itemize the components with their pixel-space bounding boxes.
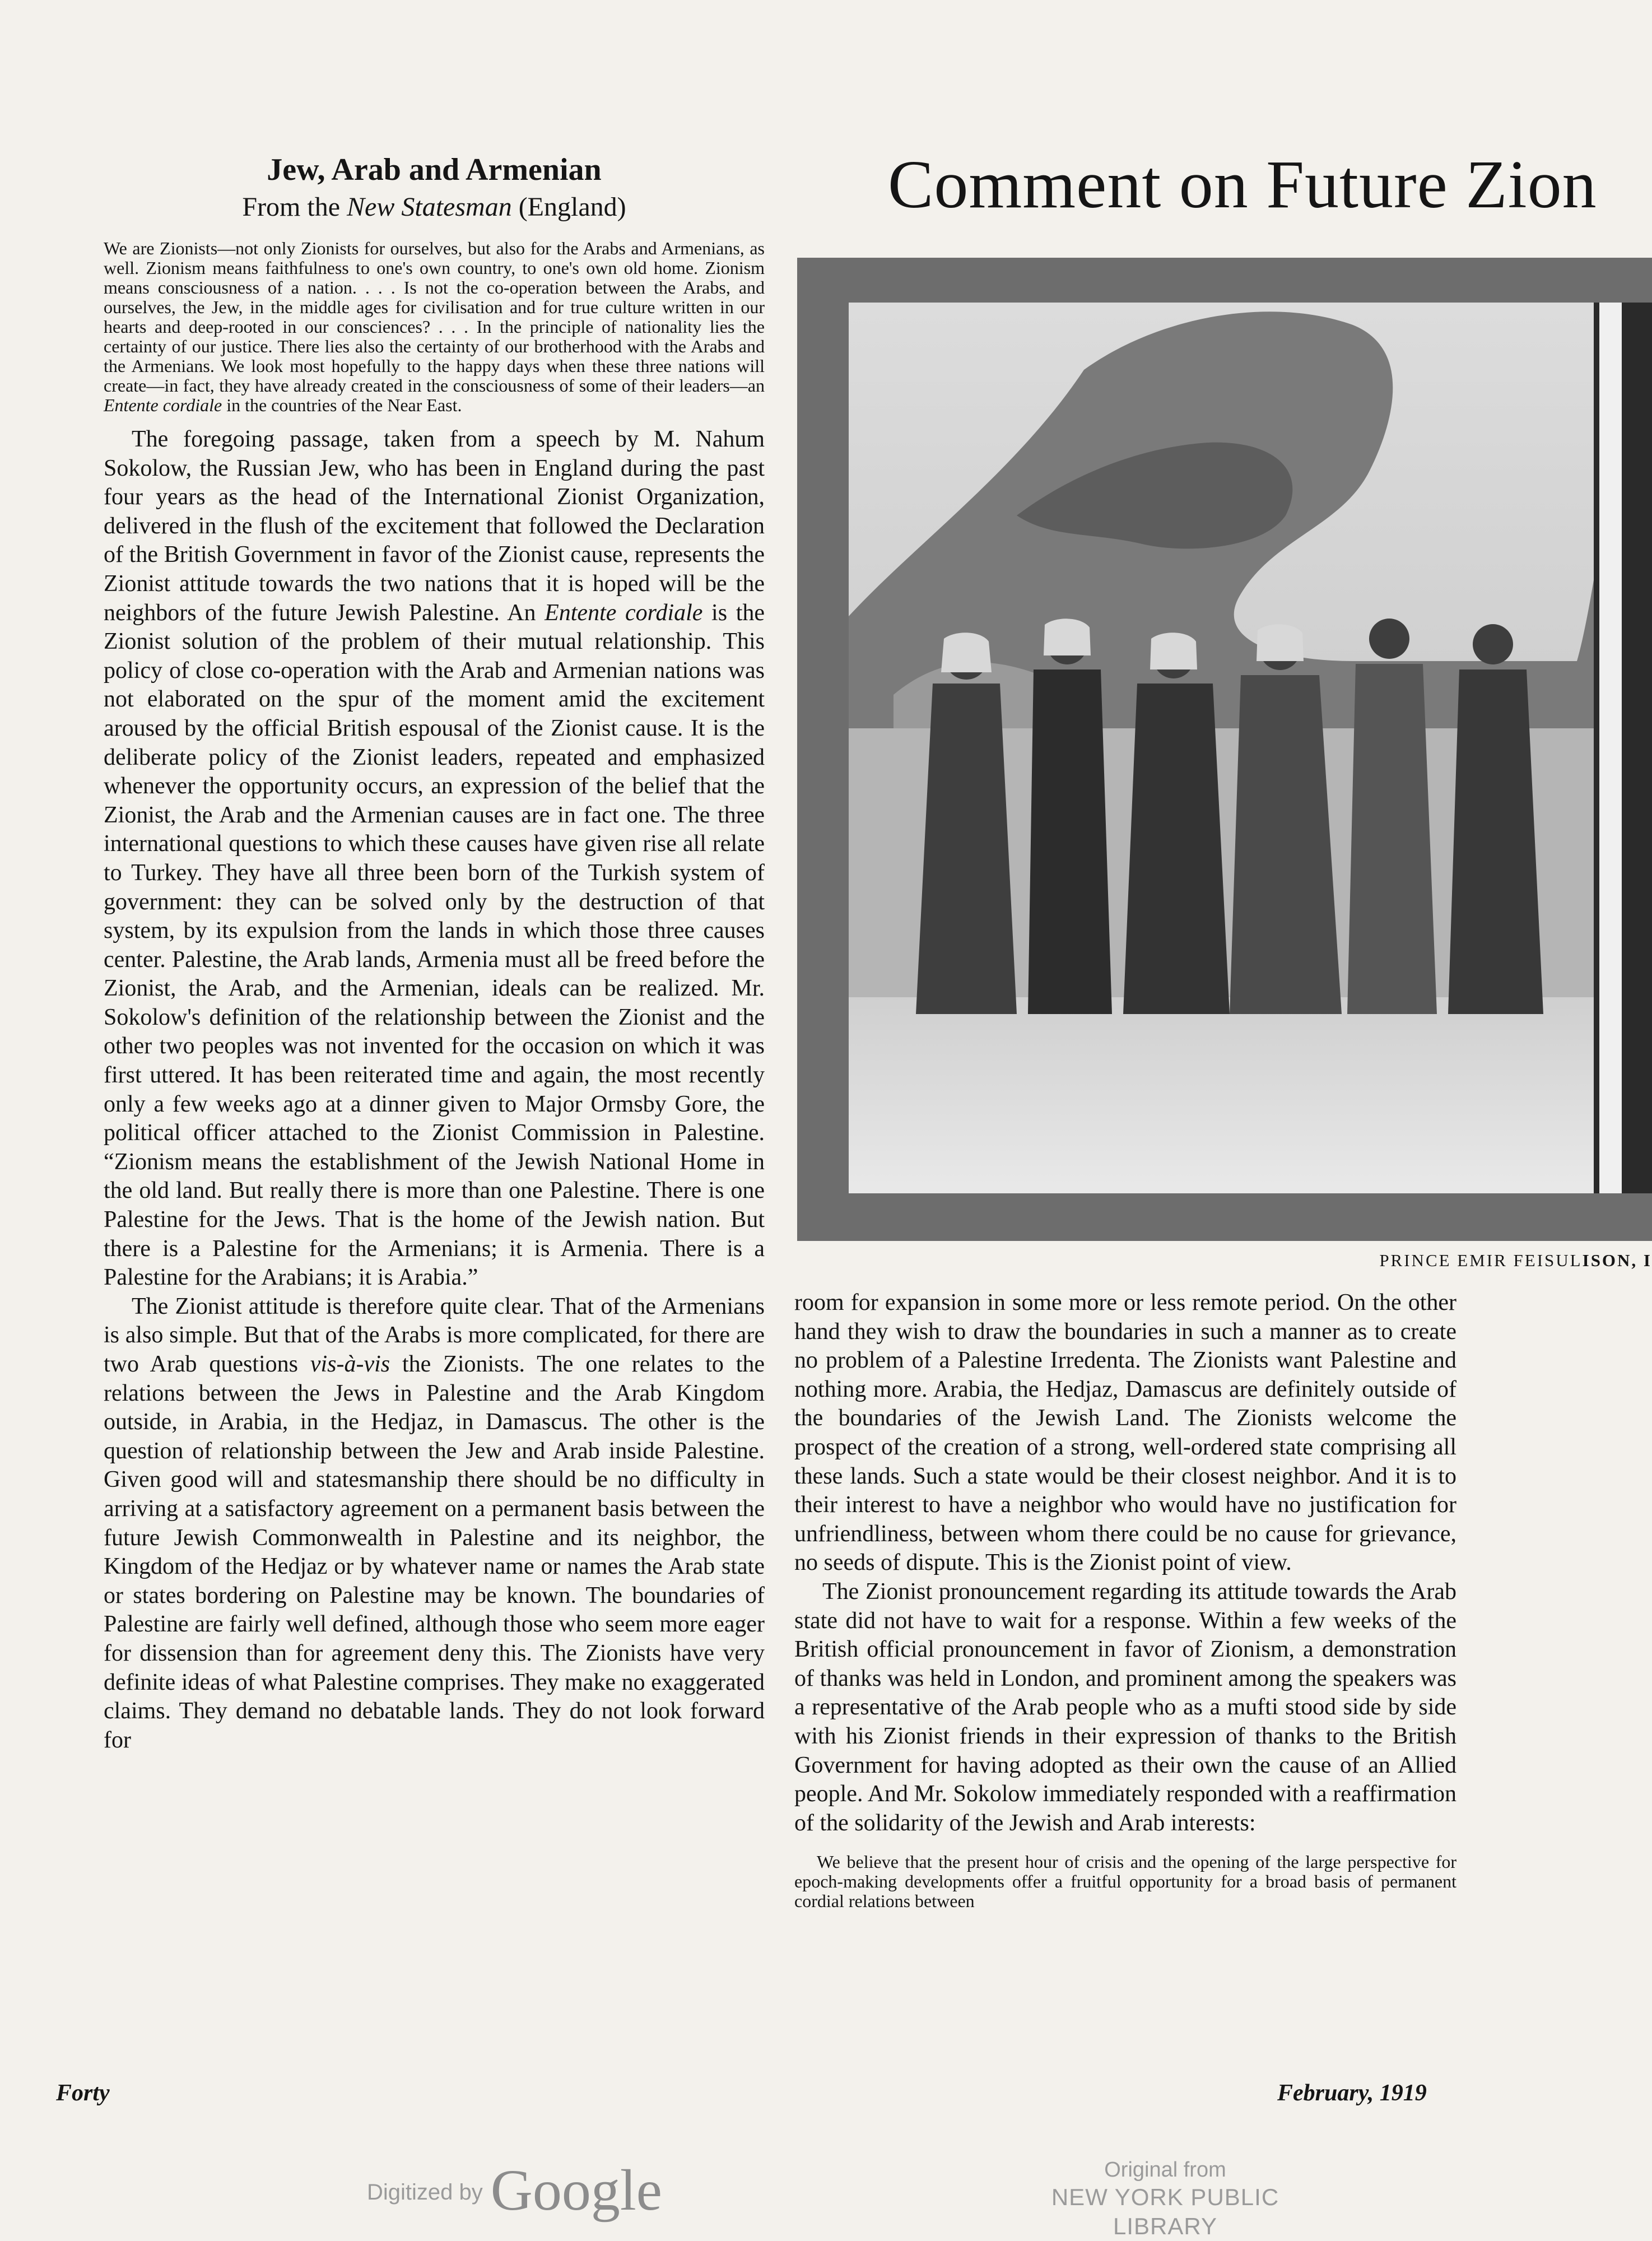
photo-frame [797, 258, 1652, 1241]
right-quote: We believe that the present hour of crisis and the opening of the large perspective for epoch-making developments offer a fruitful opportunity for a broad basis of permanent cordial relations between [794, 1852, 1456, 1912]
page-number: Forty [56, 2080, 110, 2106]
paragraph-1 [104, 425, 765, 1292]
article-source [104, 190, 765, 224]
digitized-by-notice [367, 2157, 662, 2224]
para2-text-a: The Zionist attitude is therefore quite clear. That of the Armenians is also simple. But that of the Arabs is more complicated, for there are two Arab questions [104, 1293, 765, 1377]
library-name: NEW YORK PUBLIC LIBRARY [1051, 2184, 1279, 2239]
para1-italic: Entente cordiale [545, 599, 703, 626]
original-from-text: Original from [1104, 2158, 1226, 2182]
para2-italic: vis-à-vis [310, 1351, 390, 1377]
group-portrait-photo [849, 303, 1652, 1193]
original-source-notice [997, 2157, 1333, 2241]
right-column [794, 1289, 1456, 1921]
para1-text-b: is the Zionist solution of the problem of their mutual relationship. This policy of close co-operation with the Arab and Armenian nations was not elaborated on the spur of the moment amid the excitement aroused by the official British espousal of the Zionist cause. It is the deliberate policy of the Zionist leaders, repeated and emphasized whenever the opportunity occurs, an expression of the belief that the Zionist, the Arab and the Armenian causes are in fact one. The three international questions to which these causes have given rise all relate to Turkey. They have all three been born of the Turkish system of government: they can be solved only by the destruction of that system, by its expulsion from the lands in which those three causes center. Palestine, the Arab lands, Armenia must all be freed before the Zionist, the Arab, and the Armenian, ideals can be realized. Mr. Sokolow's definition of the relationship between the Zionist and the other two peoples was not invented for the occasion on which it was first uttered. It has been reiterated time and again, the most recently only a few weeks ago at a dinner given to Major Ormsby Gore, the political officer attached to the Zionist Commission in Palestine. “Zionism means the establishment of the Jewish National Home in the old land. But really there is more than one Palestine. There is one Palestine for the Jews. That is the home of the Jewish nation. But there is a Palestine for the Armenians; it is Armenia. There is a Palestine for the Arabians; it is Arabia.” [104, 599, 765, 1291]
article-title: Jew, Arab and Armenian [267, 152, 602, 187]
source-prefix: From the [242, 192, 347, 222]
para2-text-b: the Zionists. The one relates to the relations between the Jews in Palestine and the Arab Kingdom outside, in Arabia, in the Hedjaz, in Damascus. The other is the question of relationship between the Jew and Arab inside Palestine. Given good will and statesmanship there should be no difficulty in arriving at a satisfactory agreement on a permanent basis between the future Jewish Commonwealth in Palestine and its neighbor, the Kingdom of the Hedjaz or by whatever name or names the Arab state or states bordering on Palestine may be known. The boundaries of Palestine are fairly well defined, although those who seem more eager for dissension than for agreement deny this. The Zionists have very definite ideas of what Palestine comprises. They make no exaggerated claims. They demand no debatable lands. They do not look forward for [104, 1351, 765, 1753]
caption-text: PRINCE EMIR FEISUL [1379, 1250, 1583, 1270]
google-logo: Google [490, 2158, 662, 2223]
right-paragraph-1: room for expansion in some more or less remote period. On the other hand they wish to draw the boundaries in such a manner as to create no problem of a Palestine Irredenta. The Zionists want Palestine and nothing more. Arabia, the Hedjaz, Damascus are definitely outside of the boundaries of the Jewish Land. The Zionists welcome the prospect of the creation of a strong, well-ordered state comprising all these lands. Such a state would be their closest neighbor. And it is to their interest to have a neighbor who would have no justification for unfriendliness, between whom there could be no cause for grievance, no seeds of dispute. This is the Zionist point of view. [794, 1290, 1456, 1576]
paragraph-2 [104, 1292, 765, 1755]
quote-text-a: We are Zionists—not only Zionists for ourselves, but also for the Arabs and Armenians, as well. Zionism means faithfulness to one's own country, to one's own old home. Zionism means consciousness of a nation. . . . Is not the co-operation between the Arabs, and ourselves, the Jew, in the middle ages for civilisation and for true culture written in our hearts and deep-rooted in our consciences? . . . In the principle of nationality lies the certainty of our justice. There lies also the certainty of our brotherhood with the Arabs and the Armenians. We look most hopefully to the happy days when these three nations will create—in fact, they have already created in the consciousness of some of their leaders—an [104, 238, 765, 396]
opening-quote [104, 239, 765, 415]
digitized-by-text: Digitized by [367, 2180, 483, 2205]
right-paragraph-2: The Zionist pronouncement regarding its attitude towards the Arab state did not have to wait for a response. Within a few weeks of the British official pronouncement in favor of Zionism, a demonstration of thanks was held in London, and prominent among the speakers was a representative of the Arab people who as a mufti stood side by side with his Zionist friends in their expression of thanks to the British Government for having adopted as their own the cause of an Allied people. And Mr. Sokolow immediately responded with a reaffirmation of the solidarity of the Jewish and Arab interests: [794, 1578, 1456, 1836]
headline: Comment on Future Zion [888, 147, 1597, 222]
photo-caption [1379, 1250, 1652, 1271]
source-publication: New Statesman [347, 192, 512, 222]
quote-italic: Entente cordiale [104, 395, 222, 415]
left-column [104, 151, 765, 1755]
caption-cut-text: ISON, I [1582, 1250, 1652, 1270]
quote-text-b: in the countries of the Near East. [222, 395, 462, 415]
issue-date: February, 1919 [1277, 2080, 1427, 2106]
source-suffix: (England) [511, 192, 626, 222]
para1-text-a: The foregoing passage, taken from a speech by M. Nahum Sokolow, the Russian Jew, who has been in England during the past four years as the head of the International Zionist Organization, delivered in the flush of the excitement that followed the Declaration of the British Government in favor of the Zionist cause, represents the Zionist attitude towards the two nations that it is hoped will be the neighbors of the future Jewish Palestine. An [104, 426, 765, 626]
